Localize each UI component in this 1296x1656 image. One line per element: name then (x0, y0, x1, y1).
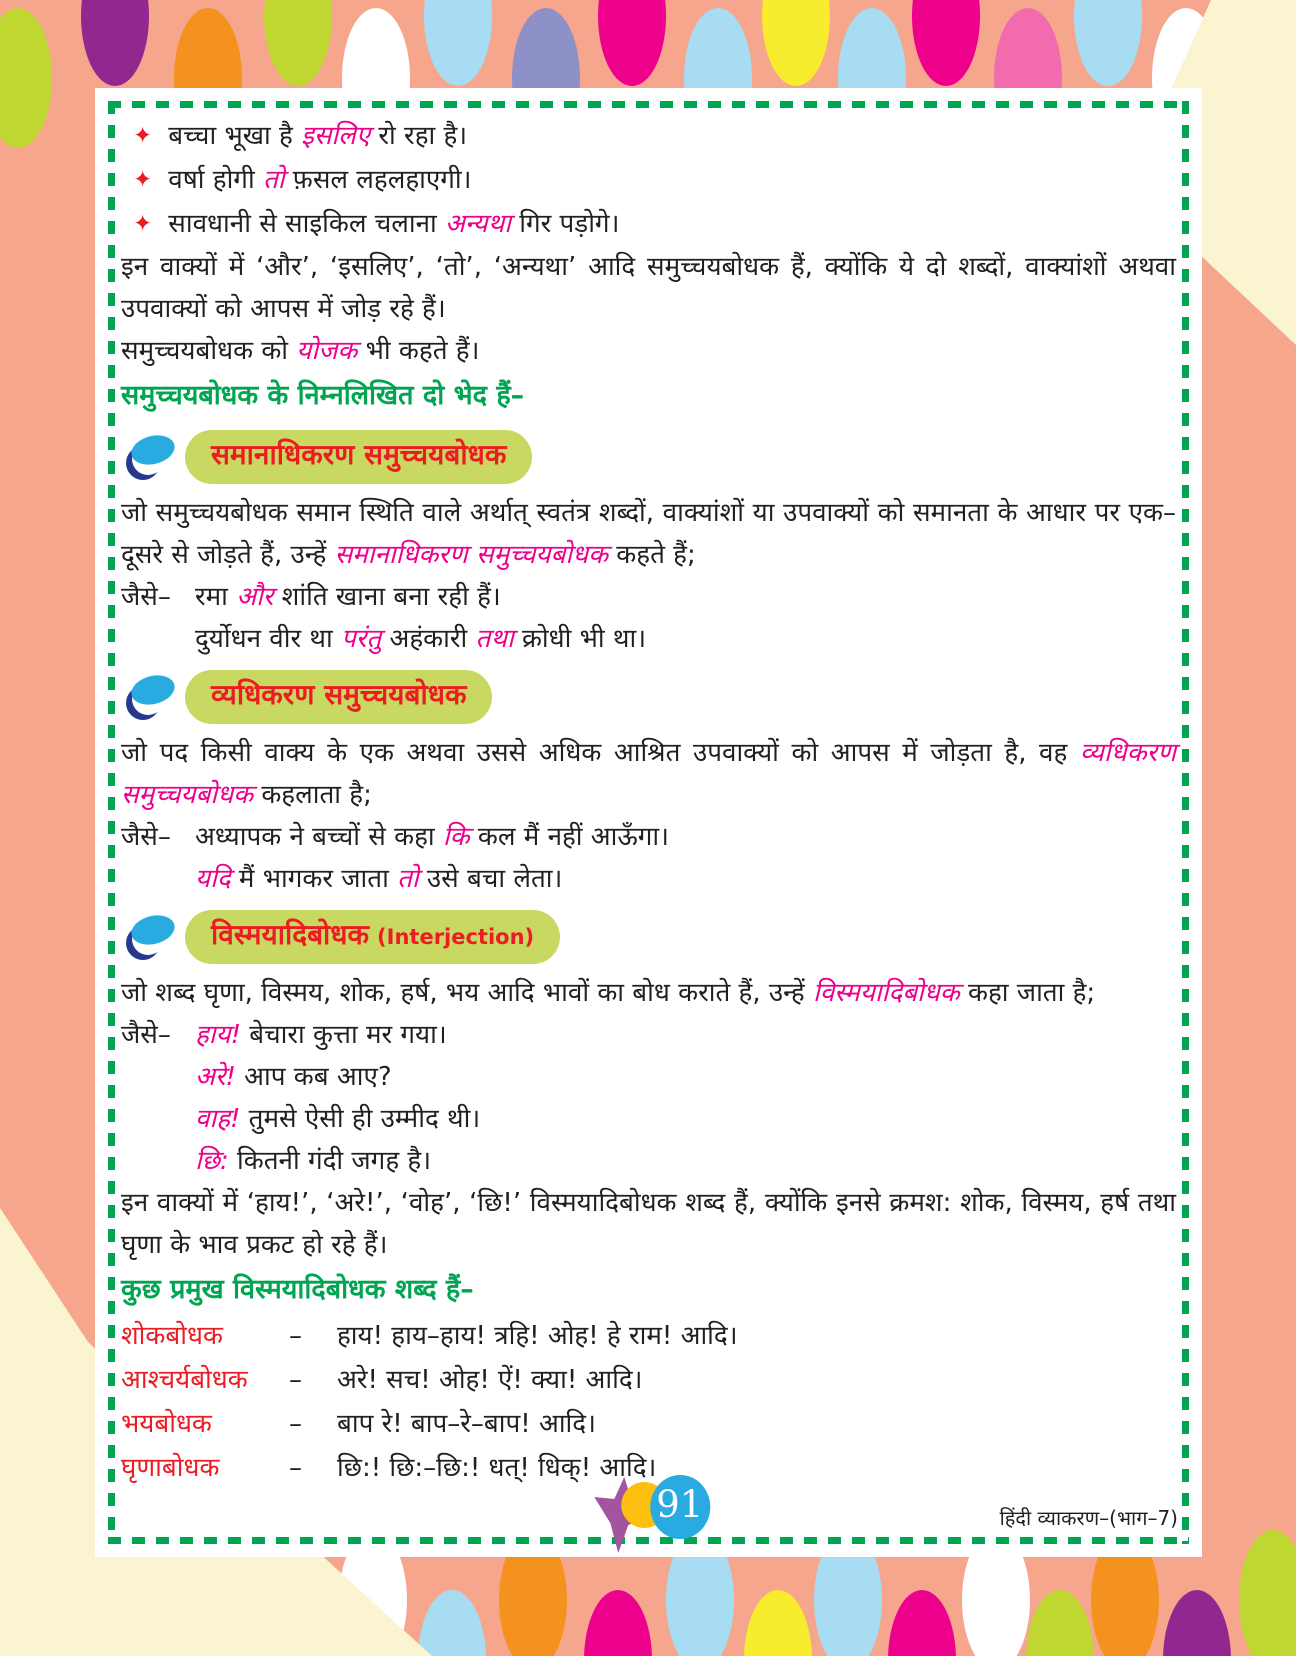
definition-row (121, 1358, 1176, 1402)
example-text (195, 618, 646, 660)
highlighted-word: तो (397, 864, 419, 894)
decorative-dot (1163, 1590, 1231, 1656)
example-text (195, 816, 669, 858)
definition-dash: – (289, 1409, 302, 1439)
highlighted-word: अन्यथा (445, 209, 511, 239)
text-run: इन वाक्यों में ‘और’, ‘इसलिए’, ‘तो’, ‘अन्यथा’ आदि समुच्चयबोधक हैं, क्योंकि ये दो शब्दों, वाक्यांशों अथवा उपवाक्यों को आपस में जोड़ रहे हैं। (121, 252, 1176, 324)
highlighted-word: अरे! (195, 1062, 236, 1092)
definition-row (121, 1402, 1176, 1446)
text-run: शांति खाना बना रही हैं। (273, 582, 501, 612)
text-run: उसे बचा लेता। (418, 864, 563, 894)
planet-icon (121, 910, 179, 964)
text-run: मैं भागकर जाता (230, 864, 398, 894)
example-text (195, 1098, 480, 1140)
text-run: अहंकारी (381, 624, 476, 654)
highlighted-word: हाय! (195, 1020, 242, 1050)
example-line (121, 1056, 1176, 1098)
bullet-text (168, 202, 619, 246)
highlighted-word: तथा (475, 624, 514, 654)
text-run: दुर्योधन वीर था (195, 624, 342, 654)
paragraph (121, 732, 1176, 816)
text-run: अध्यापक ने बच्चों से कहा (195, 822, 443, 852)
definition-examples: छि:! छि:–छि:! धत्! धिक्! आदि। (337, 1453, 657, 1483)
planet-icon (121, 670, 179, 724)
highlighted-word: समानाधिकरण समुच्चयबोधक (334, 540, 609, 570)
topic-pill (185, 670, 492, 724)
text-run: रमा (195, 582, 237, 612)
dashed-border-top (108, 101, 1189, 108)
topic-title-en: (Interjection) (377, 925, 535, 949)
topic-pill (185, 430, 532, 484)
page-number-badge (588, 1471, 720, 1555)
text-run: फ़सल लहलहाएगी। (284, 165, 472, 195)
definition-dash: – (289, 1453, 302, 1483)
highlighted-word: वाह! (195, 1104, 241, 1134)
text-run: आप कब आए? (235, 1062, 392, 1092)
example-label (121, 858, 179, 900)
text-run: बेचारा कुत्ता मर गया। (241, 1020, 447, 1050)
decorative-dot (1026, 1590, 1094, 1656)
text-run: इन वाक्यों में ‘हाय!’, ‘अरे!’, ‘वोह’, ‘छि!’ विस्मयादिबोधक शब्द हैं, क्योंकि इनसे क्रमश: शोक, विस्मय, हर्ष तथा घृणा के भाव प्रकट हो रहे हैं। (121, 1188, 1176, 1260)
text-run: तुमसे ऐसी ही उम्मीद थी। (240, 1104, 481, 1134)
decorative-dot (888, 1590, 956, 1656)
definition-examples: अरे! सच! ओह! ऐं! क्या! आदि। (337, 1365, 643, 1395)
example-line (121, 1098, 1176, 1140)
decorative-dot (1239, 1530, 1296, 1656)
highlighted-word: कि (442, 822, 470, 852)
topic-title: व्यधिकरण समुच्चयबोधक (211, 678, 467, 711)
text-run: कितनी गंदी जगह है। (228, 1146, 432, 1176)
section-heading: कुछ प्रमुख विस्मयादिबोधक शब्द हैं– (121, 1274, 474, 1305)
example-text (195, 1140, 431, 1182)
definition-term: आश्चर्यबोधक (121, 1365, 248, 1395)
highlighted-word: और (236, 582, 274, 612)
highlighted-word: परंतु (341, 624, 382, 654)
page-number: 91 (656, 1483, 704, 1526)
content-panel (95, 88, 1202, 1557)
example-label: जैसे– (121, 1020, 171, 1050)
topic-pill (185, 910, 560, 964)
text-run: जो शब्द घृणा, विस्मय, शोक, हर्ष, भय आदि भावों का बोध कराते हैं, उन्हें (121, 978, 813, 1008)
definition-term: घृणाबोधक (121, 1453, 220, 1483)
text-run: सावधानी से साइकिल चलाना (168, 209, 446, 239)
topic-badge (121, 426, 1176, 488)
paragraph (121, 330, 1176, 372)
text-run: वर्षा होगी (168, 165, 263, 195)
example-text (195, 576, 501, 618)
text-run: गिर पड़ोगे। (510, 209, 620, 239)
example-text (195, 858, 562, 900)
bullet-item (121, 158, 1176, 202)
text-run: जो पद किसी वाक्य के एक अथवा उससे अधिक आश्रित उपवाक्यों को आपस में जोड़ता है, वह (121, 738, 1080, 768)
decorative-dot (744, 1590, 812, 1656)
highlighted-word: इसलिए (301, 121, 371, 151)
dashed-border-right (1182, 101, 1189, 1544)
diamond-bullet-icon: ✦ (133, 167, 153, 193)
book-title: हिंदी व्याकरण–(भाग–7) (999, 1506, 1178, 1530)
definition-examples: हाय! हाय–हाय! त्रहि! ओह! हे राम! आदि। (337, 1321, 738, 1351)
definition-dash: – (289, 1365, 302, 1395)
definition-term: शोकबोधक (121, 1321, 223, 1351)
highlighted-word: छि: (195, 1146, 229, 1176)
paragraph (121, 1182, 1176, 1266)
highlighted-word: योजक (296, 336, 358, 366)
bullet-item (121, 114, 1176, 158)
definition-term: भयबोधक (121, 1409, 212, 1439)
diamond-bullet-icon: ✦ (133, 211, 153, 237)
topic-badge (121, 666, 1176, 728)
example-label (121, 1098, 179, 1140)
text-run: भी कहते हैं। (357, 336, 480, 366)
text-run: क्रोधी भी था। (513, 624, 647, 654)
example-label: जैसे– (121, 822, 171, 852)
bullet-text (168, 114, 467, 158)
highlighted-word: यदि (195, 864, 231, 894)
dashed-border-left (108, 101, 115, 1544)
text-run: रो रहा है। (370, 121, 468, 151)
example-line (121, 618, 1176, 660)
example-text (195, 1014, 447, 1056)
diamond-bullet-icon: ✦ (133, 123, 153, 149)
text-run: कहते हैं; (608, 540, 696, 570)
example-line (121, 1014, 1176, 1056)
text-run: कहलाता है; (253, 780, 372, 810)
bullet-item (121, 202, 1176, 246)
text-run: बच्चा भूखा है (168, 121, 302, 151)
highlighted-word: विस्मयादिबोधक (812, 978, 960, 1008)
paragraph (121, 492, 1176, 576)
topic-badge (121, 906, 1176, 968)
definition-dash: – (289, 1321, 302, 1351)
decorative-dot (584, 1590, 652, 1656)
decorative-dot (418, 1590, 486, 1656)
highlighted-word: व्यधिकरण समुच्चयबोधक (121, 738, 1176, 810)
paragraph (121, 972, 1176, 1014)
example-line (121, 816, 1176, 858)
section-heading: समुच्चयबोधक के निम्नलिखित दो भेद हैं– (121, 380, 525, 411)
example-label (121, 1056, 179, 1098)
topic-title: विस्मयादिबोधक (211, 918, 370, 951)
content-blocks (121, 114, 1176, 1490)
example-label: जैसे– (121, 582, 171, 612)
text-run: कहा जाता है; (959, 978, 1096, 1008)
paragraph (121, 246, 1176, 330)
text-run: समुच्चयबोधक को (121, 336, 297, 366)
planet-icon (121, 430, 179, 484)
example-label (121, 1140, 179, 1182)
topic-title: समानाधिकरण समुच्चयबोधक (211, 438, 507, 471)
example-text (195, 1056, 392, 1098)
text-run: जो समुच्चयबोधक समान स्थिति वाले अर्थात् स्वतंत्र शब्दों, वाक्यांशों या उपवाक्यों को समानता के आधार पर एक–दूसरे से जोड़ते हैं, उन्हें (121, 498, 1176, 570)
example-line (121, 858, 1176, 900)
example-line (121, 576, 1176, 618)
example-label (121, 618, 179, 660)
bullet-text (168, 158, 471, 202)
text-run: कल मैं नहीं आऊँगा। (469, 822, 670, 852)
example-line (121, 1140, 1176, 1182)
highlighted-word: तो (262, 165, 285, 195)
definition-row (121, 1314, 1176, 1358)
definition-examples: बाप रे! बाप–रे–बाप! आदि। (337, 1409, 596, 1439)
